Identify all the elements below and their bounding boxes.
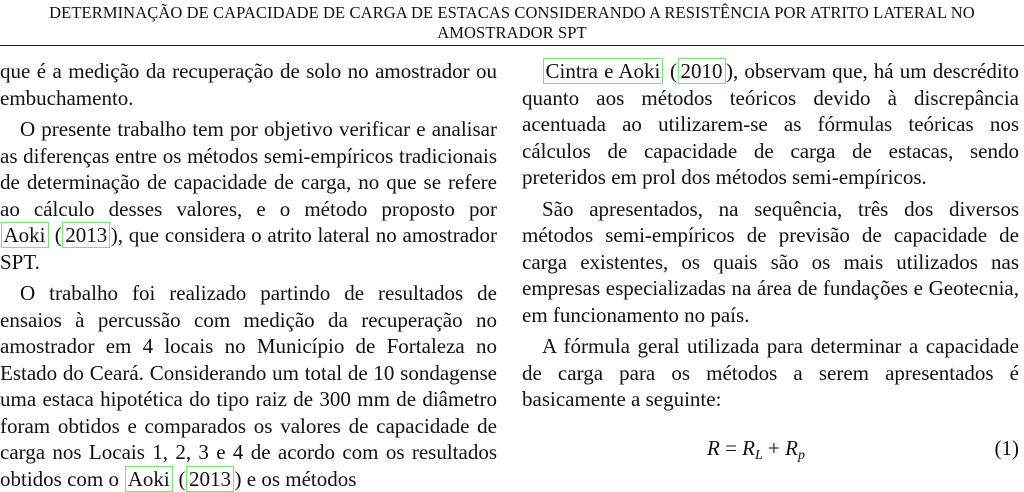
paragraph [0, 58, 497, 111]
header-rule [0, 45, 1024, 46]
paragraph-text: O presente trabalho tem por objetivo verificar e analisar as diferenças entre os métodos semi-empíricos tradicionais de determinação de capacidade de carga, no que se refere ao cálculo desses valores, e o método proposto por [0, 117, 497, 221]
paragraph-text: , que considera o atrito lateral no amostrador SPT. [0, 223, 498, 274]
citation-link[interactable]: Aoki [1, 222, 49, 248]
equation: $R = R_L + R_p$ [707, 436, 805, 463]
paragraph [522, 333, 1019, 413]
left-column [0, 58, 497, 492]
paragraph-text: A fórmula geral utilizada para determinar a capacidade de carga para os métodos a serem apresentados é basicamente a seguinte: [522, 334, 1019, 411]
paragraph-text: O trabalho foi realizado partindo de resultados de ensaios à percussão com medição da recuperação no amostrador em 4 locais no Município de Fortaleza no Estado do Ceará. Considerando um total de 10 sondagense uma estaca hipotética do tipo raiz de 300 mm de diâmetro foram obtidos e comparados os valores de capacidade de carga nos Locais 1, 2, 3 e 4 de acordo com os resultados obtidos com o [0, 281, 497, 491]
paragraph [522, 196, 1019, 329]
running-header [0, 3, 1024, 43]
citation-link[interactable]: Cintra e Aoki [543, 58, 664, 84]
citation-year-link[interactable]: 2010 [678, 58, 726, 84]
paragraph: O presente trabalho tem por objetivo verificar e analisar as diferenças entre os métodos semi-empíricos tradicionais de determinação de capacidade de carga, no que se refere ao cálculo desses valores, e o método proposto por Aoki ( 2013 ), que considera o atrito lateral no amostrador SPT. [0, 117, 498, 274]
citation-year-link[interactable]: 2013 [62, 222, 110, 248]
equation-number: (1) [994, 436, 1019, 460]
citation-link[interactable]: Aoki [125, 466, 173, 492]
paragraph-text: e os métodos [241, 466, 357, 491]
paragraph: O trabalho foi realizado partindo de resultados de ensaios à percussão com medição da recuperação no amostrador em 4 locais no Município de Fortaleza no Estado do Ceará. Considerando um total de 10 sondagense uma estaca hipotética do tipo raiz de 300 mm de diâmetro foram obtidos e comparados os valores de capacidade de carga nos Locais 1, 2, 3 e 4 de acordo com os resultados obtidos com o Aoki ( 2013 ) e os métodos [0, 281, 497, 491]
citation-year-link[interactable]: 2013 [186, 466, 234, 492]
paragraph-text: São apresentados, na sequência, três dos diversos métodos semi-empíricos de previsão de capacidade de carga existentes, os quais são os mais utilizados nas empresas especializadas na área de fundações e Geotecnia, em funcionamento no país. [522, 196, 1019, 327]
paragraph-text: que é a medição da recuperação de solo no amostrador ou embuchamento. [0, 59, 497, 110]
paragraph-text: , observam que, há um descrédito quanto aos métodos teóricos devido à discrepância acentuada ao utilizarem-se as fórmulas teóricas nos cálculos de capacidade de carga de estacas, sendo preteridos em prol dos métodos semi-empíricos. [522, 59, 1019, 189]
equation-row [522, 436, 1019, 464]
right-column [522, 58, 1019, 413]
header-line-2: AMOSTRADOR SPT [437, 23, 587, 42]
paragraph: Cintra e Aoki ( 2010 ), observam que, há um descrédito quanto aos métodos teóricos devido à discrepância acentuada ao utilizarem-se as fórmulas teóricas nos cálculos de capacidade de carga de estacas, sendo preteridos em prol dos métodos semi-empíricos. [522, 59, 1019, 189]
header-line-1: DETERMINAÇÃO DE CAPACIDADE DE CARGA DE ESTACAS CONSIDERANDO A RESISTÊNCIA POR ATRITO LATERAL NO [49, 3, 975, 22]
